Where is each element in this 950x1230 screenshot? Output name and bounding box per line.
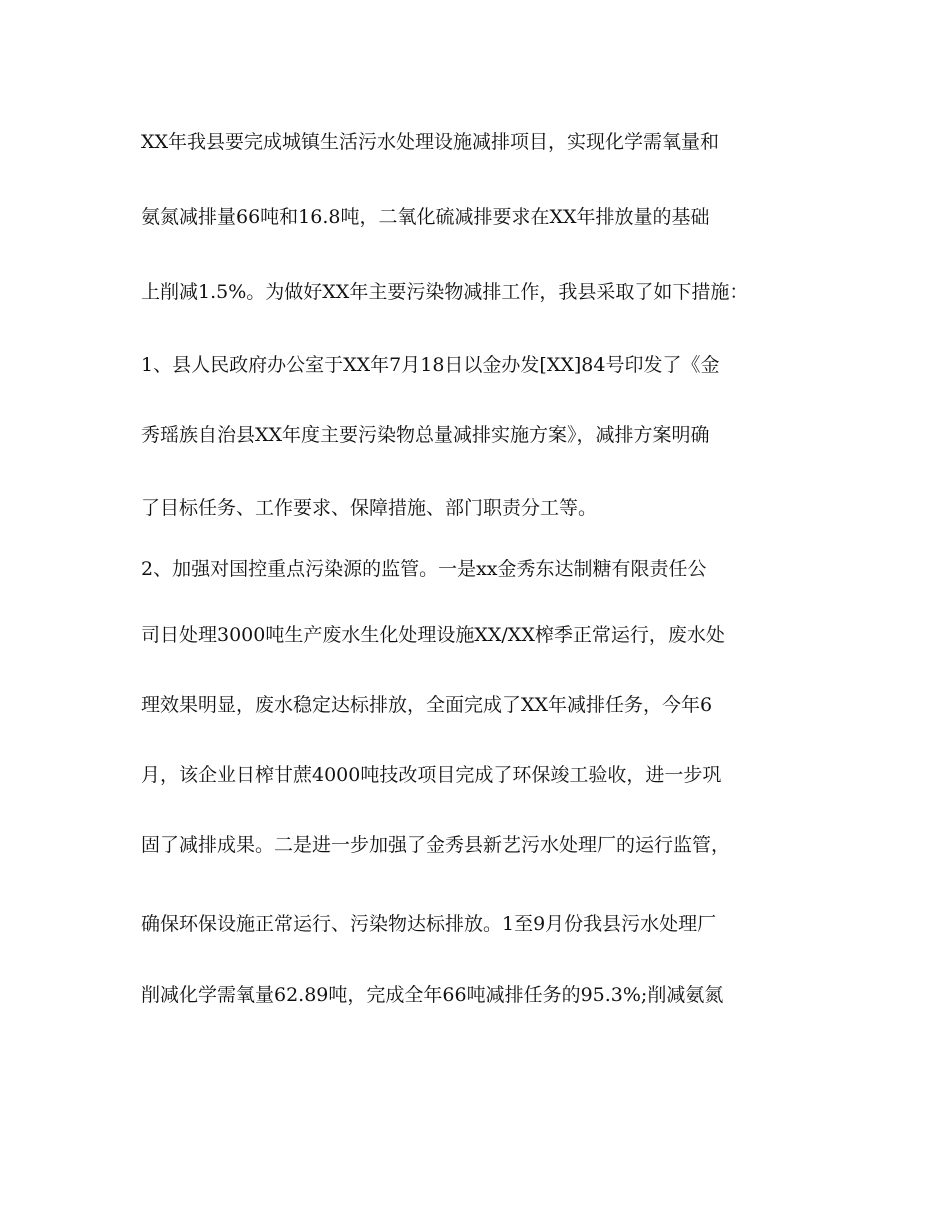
text-line: 2、加强对国控重点污染源的监管。一是xx金秀东达制糖有限责任公 bbox=[141, 558, 707, 580]
text-line: 了目标任务、工作要求、保障措施、部门职责分工等。 bbox=[141, 497, 598, 519]
text-line: 1、县人民政府办公室于XX年7月18日以金办发[XX]84号印发了《金 bbox=[141, 354, 720, 376]
text-line: 上削减1.5%。为做好XX年主要污染物减排工作，我县采取了如下措施： bbox=[141, 281, 749, 303]
text-line: 氨氮减排量66吨和16.8吨，二氧化硫减排要求在XX年排放量的基础 bbox=[141, 206, 710, 228]
text-line: 月，该企业日榨甘蔗4000吨技改项目完成了环保竣工验收，进一步巩 bbox=[141, 764, 722, 786]
text-line: 秀瑶族自治县XX年度主要污染物总量减排实施方案》，减排方案明确 bbox=[141, 424, 710, 446]
text-line: 固了减排成果。二是进一步加强了金秀县新艺污水处理厂的运行监管， bbox=[141, 834, 731, 856]
text-line: 削减化学需氧量62.89吨，完成全年66吨减排任务的95.3%;削减氨氮 bbox=[141, 984, 724, 1006]
text-line: 理效果明显，废水稳定达标排放，全面完成了XX年减排任务，今年6 bbox=[141, 694, 713, 716]
text-line: 司日处理3000吨生产废水生化处理设施XX/XX榨季正常运行，废水处 bbox=[141, 624, 725, 646]
text-line: 确保环保设施正常运行、污染物达标排放。1至9月份我县污水处理厂 bbox=[141, 913, 717, 935]
text-line: XX年我县要完成城镇生活污水处理设施减排项目，实现化学需氧量和 bbox=[141, 131, 720, 153]
